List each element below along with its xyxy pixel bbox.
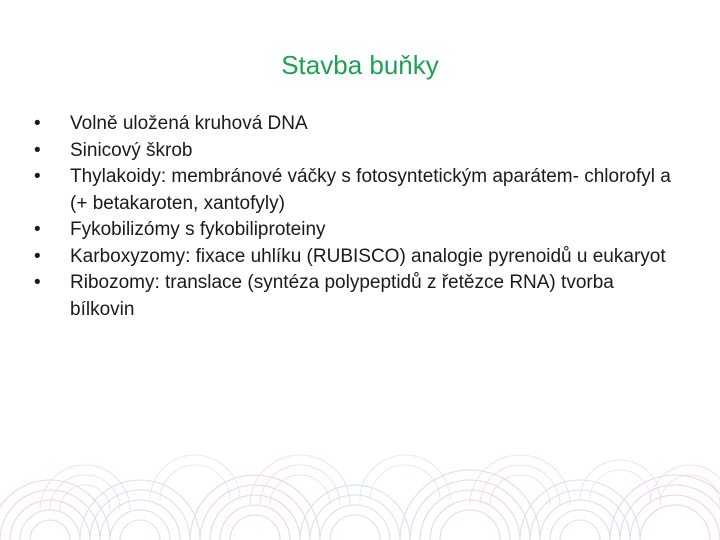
bullet-dot: •	[34, 272, 41, 293]
decorative-wave-pattern	[0, 400, 720, 540]
bullet-dot: •	[34, 245, 41, 267]
bullet-dot: •	[34, 139, 41, 161]
bullet-dot: •	[34, 219, 41, 240]
bullet-text: Ribozomy: translace (syntéza polypeptidů z řetězce RNA) tvorba bílkovin	[70, 272, 614, 320]
bullet-text: Sinicový škrob	[70, 139, 193, 161]
bullet-item	[34, 270, 674, 323]
bullet-text: Volně uložená kruhová DNA	[70, 113, 308, 134]
bullet-dot: •	[34, 113, 41, 134]
bullet-dot: •	[34, 166, 41, 187]
bullet-item	[34, 111, 674, 138]
bullet-text: Thylakoidy: membránové váčky s fotosyntetickým aparátem- chlorofyl a (+ betakaroten, xantofyly)	[70, 166, 671, 214]
slide-title	[0, 50, 720, 81]
bullet-text: Karboxyzomy: fixace uhlíku (RUBISCO) analogie pyrenoidů u eukaryot	[70, 245, 666, 267]
bullet-list	[34, 111, 674, 323]
bullet-text: Fykobilizómy s fykobiliproteiny	[70, 219, 326, 240]
bullet-item	[34, 164, 674, 217]
bullet-item	[34, 244, 674, 271]
slide-title-text: Stavba buňky	[281, 50, 439, 80]
bullet-item	[34, 138, 674, 165]
bullet-item	[34, 217, 674, 244]
